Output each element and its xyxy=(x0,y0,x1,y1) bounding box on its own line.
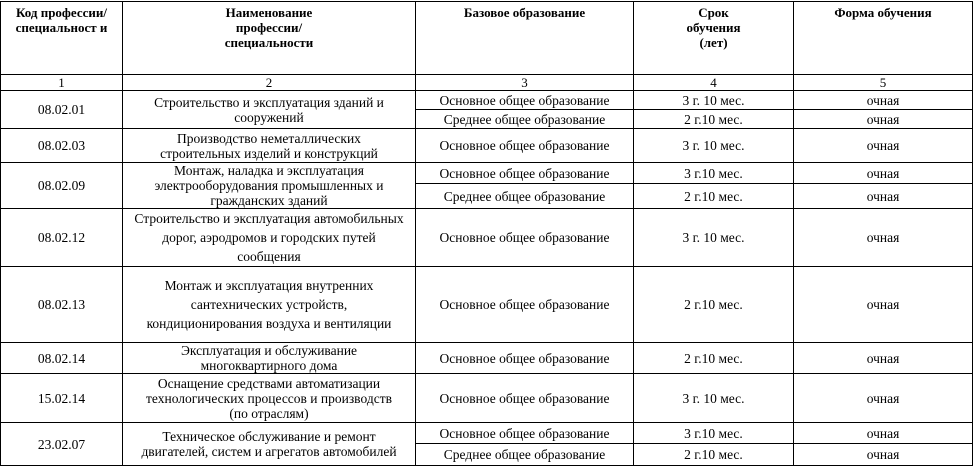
specialty-name: Производство неметаллических строительных изделий и конструкций xyxy=(123,129,416,163)
study-term: 3 г. 10 мес. xyxy=(634,91,794,110)
column-number: 4 xyxy=(634,75,794,91)
base-education: Основное общее образование xyxy=(416,423,634,444)
study-term: 3 г. 10 мес. xyxy=(634,129,794,163)
study-form: очная xyxy=(794,163,973,184)
specialty-code: 15.02.14 xyxy=(1,374,123,423)
base-education: Среднее общее образование xyxy=(416,444,634,466)
study-term: 2 г.10 мес. xyxy=(634,444,794,466)
column-number: 1 xyxy=(1,75,123,91)
header-form: Форма обучения xyxy=(794,2,973,75)
base-education: Среднее общее образование xyxy=(416,184,634,209)
study-form: очная xyxy=(794,374,973,423)
column-numbers-row xyxy=(1,75,973,91)
study-term: 2 г.10 мес. xyxy=(634,110,794,129)
header-base: Базовое образование xyxy=(416,2,634,75)
specialty-name: Монтаж и эксплуатация внутренних сантехнических устройств, кондиционирования воздуха и вентиляции xyxy=(123,267,416,343)
column-number: 5 xyxy=(794,75,973,91)
table-row xyxy=(1,163,973,184)
study-term: 3 г. 10 мес. xyxy=(634,209,794,267)
table-row xyxy=(1,129,973,163)
header-row xyxy=(1,2,973,75)
specialty-code: 23.02.07 xyxy=(1,423,123,466)
study-term: 3 г.10 мес. xyxy=(634,423,794,444)
base-education: Основное общее образование xyxy=(416,163,634,184)
specialty-code: 08.02.01 xyxy=(1,91,123,129)
column-number: 2 xyxy=(123,75,416,91)
study-form: очная xyxy=(794,184,973,209)
header-term: Срок обучения (лет) xyxy=(634,2,794,75)
specialty-name: Строительство и эксплуатация автомобильных дорог, аэродромов и городских путей сообщения xyxy=(123,209,416,267)
study-form: очная xyxy=(794,444,973,466)
table-row xyxy=(1,343,973,374)
specialties-table xyxy=(0,1,973,466)
specialty-name: Монтаж, наладка и эксплуатация электрооборудования промышленных и гражданских зданий xyxy=(123,163,416,209)
study-form: очная xyxy=(794,267,973,343)
base-education: Основное общее образование xyxy=(416,209,634,267)
specialty-code: 08.02.03 xyxy=(1,129,123,163)
specialty-code: 08.02.12 xyxy=(1,209,123,267)
table-row xyxy=(1,423,973,444)
specialty-name: Строительство и эксплуатация зданий и сооружений xyxy=(123,91,416,129)
specialty-name: Оснащение средствами автоматизации технологических процессов и производств (по отраслям) xyxy=(123,374,416,423)
base-education: Основное общее образование xyxy=(416,267,634,343)
table-row xyxy=(1,267,973,343)
specialty-code: 08.02.13 xyxy=(1,267,123,343)
header-name: Наименование профессии/ специальности xyxy=(123,2,416,75)
header-code: Код профессии/ специальност и xyxy=(1,2,123,75)
base-education: Основное общее образование xyxy=(416,91,634,110)
specialty-name: Эксплуатация и обслуживание многоквартирного дома xyxy=(123,343,416,374)
base-education: Среднее общее образование xyxy=(416,110,634,129)
specialty-code: 08.02.09 xyxy=(1,163,123,209)
table-row xyxy=(1,91,973,110)
study-form: очная xyxy=(794,209,973,267)
study-term: 2 г.10 мес. xyxy=(634,267,794,343)
table-row xyxy=(1,209,973,267)
study-form: очная xyxy=(794,110,973,129)
base-education: Основное общее образование xyxy=(416,374,634,423)
study-term: 2 г.10 мес. xyxy=(634,184,794,209)
study-term: 3 г. 10 мес. xyxy=(634,374,794,423)
study-form: очная xyxy=(794,129,973,163)
specialty-code: 08.02.14 xyxy=(1,343,123,374)
study-form: очная xyxy=(794,423,973,444)
table-row xyxy=(1,374,973,423)
study-form: очная xyxy=(794,91,973,110)
specialty-name: Техническое обслуживание и ремонт двигателей, систем и агрегатов автомобилей xyxy=(123,423,416,466)
base-education: Основное общее образование xyxy=(416,343,634,374)
study-term: 3 г.10 мес. xyxy=(634,163,794,184)
study-form: очная xyxy=(794,343,973,374)
study-term: 2 г.10 мес. xyxy=(634,343,794,374)
column-number: 3 xyxy=(416,75,634,91)
base-education: Основное общее образование xyxy=(416,129,634,163)
